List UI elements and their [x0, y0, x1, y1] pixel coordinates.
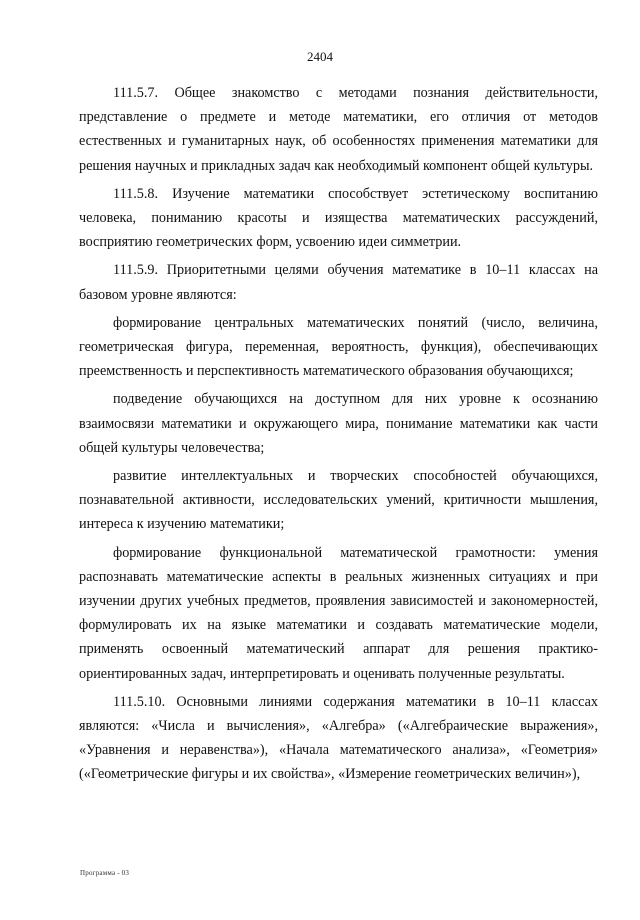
page-footer: Программа - 03: [80, 869, 130, 877]
paragraph-111-5-8: 111.5.8. Изучение математики способствует эстетическому воспитанию человека, пониманию красоты и изящества математических рассуждений, восприятию геометрических форм, усвоению идеи симметрии.: [79, 185, 598, 251]
goal-item-interconnection: подведение обучающихся на доступном для них уровне к осознанию взаимосвязи математики и окружающего мира, понимание математики как части общей культуры человечества;: [79, 391, 598, 456]
goal-item-literacy: формирование функциональной математической грамотности: умения распознавать математические аспекты в реальных жизненных ситуациях и при изучении других учебных предметов, проявления зависимостей и закономерностей, формулировать их на языке математики и создавать математические модели, применять освоенный математический аппарат для решения практико-ориентированных задач, интерпретировать и оценивать полученные результаты.: [79, 544, 598, 682]
paragraph-111-5-7: 111.5.7. Общее знакомство с методами познания действительности, представление о предмете и методе математики, его отличия от методов естественных и гуманитарных наук, об особенностях применения математики для решения научных и прикладных задач как необходимый компонент общей культуры.: [79, 85, 598, 174]
page-number: 2404: [307, 49, 333, 64]
paragraph-111-5-10: 111.5.10. Основными линиями содержания математики в 10–11 классах являются: «Числа и вычисления», «Алгебра» («Алгебраические выражения», «Уравнения и неравенства»), «Начала математического анализа», «Геометрия» («Геометрические фигуры и их свойства», «Измерение геометрических величин»),: [79, 693, 598, 783]
paragraph-111-5-9: 111.5.9. Приоритетными целями обучения математике в 10–11 классах на базовом уровне являются:: [79, 262, 598, 303]
goal-item-abilities: развитие интеллектуальных и творческих способностей обучающихся, познавательной активности, исследовательских умений, критичности мышления, интереса к изучению математики;: [79, 468, 598, 533]
goal-item-concepts: формирование центральных математических понятий (число, величина, геометрическая фигура, переменная, вероятность, функция), обеспечивающих преемственность и перспективность математического образования обучающихся;: [79, 314, 598, 380]
document-body: [79, 81, 598, 791]
